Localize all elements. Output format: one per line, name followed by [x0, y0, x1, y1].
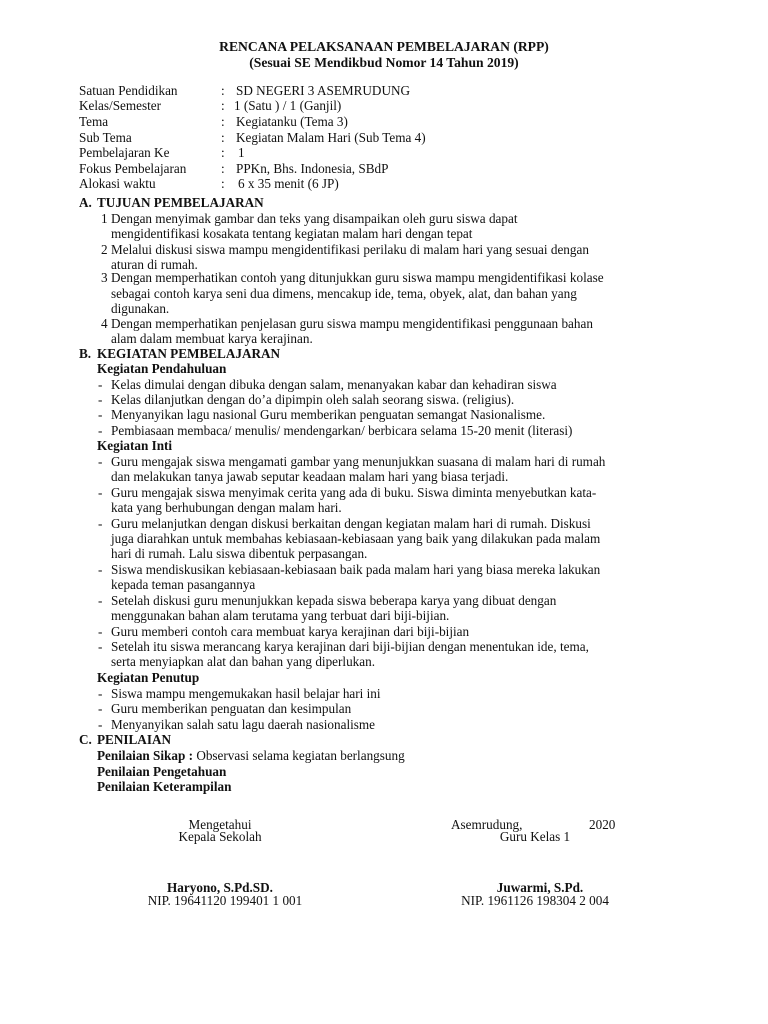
- document-title: RENCANA PELAKSANAAN PEMBELAJARAN (RPP): [219, 39, 549, 54]
- list-item-line: sebagai contoh karya seni dua dimens, mencakup ide, tema, obyek, alat, dan bahan yang: [111, 286, 577, 301]
- identity-separator: :: [221, 98, 225, 113]
- list-number: 3: [101, 270, 108, 285]
- list-item-line: Dengan memperhatikan contoh yang ditunjukkan guru siswa mampu mengidentifikasi kolase: [111, 270, 604, 285]
- identity-value: Kegiatanku (Tema 3): [236, 114, 348, 129]
- identity-label: Tema: [79, 114, 109, 129]
- identity-separator: :: [221, 176, 225, 191]
- section-a-heading: TUJUAN PEMBELAJARAN: [97, 195, 264, 210]
- identity-value: 6 x 35 menit (6 JP): [238, 176, 339, 191]
- list-item-line: juga diarahkan untuk membahas kebiasaan-kebiasaan yang baik yang dilakukan pada malam: [111, 531, 601, 546]
- list-item-line: aturan di rumah.: [111, 257, 198, 272]
- signature-right-name: Juwarmi, S.Pd.: [496, 880, 584, 895]
- dash-bullet: -: [98, 423, 103, 438]
- dash-bullet: -: [98, 686, 103, 701]
- list-item-line: Guru memberikan penguatan dan kesimpulan: [111, 701, 352, 716]
- list-item-line: hari di rumah. Lalu siswa dibentuk perpasangan.: [111, 546, 368, 561]
- identity-separator: :: [221, 114, 225, 129]
- list-item-line: Melalui diskusi siswa mampu mengidentifikasi perilaku di malam hari yang sesuai dengan: [111, 242, 589, 257]
- list-item-line: Siswa mampu mengemukakan hasil belajar hari ini: [111, 686, 381, 701]
- dash-bullet: -: [98, 377, 103, 392]
- list-item-line: kata yang berhubungan dengan malam hari.: [111, 500, 342, 515]
- identity-label: Satuan Pendidikan: [79, 83, 178, 98]
- list-item-line: digunakan.: [111, 301, 170, 316]
- list-number: 1: [101, 211, 108, 226]
- subsection-heading-penutup: Kegiatan Penutup: [97, 670, 200, 685]
- section-c-heading: PENILAIAN: [97, 732, 172, 747]
- identity-label: Pembelajaran Ke: [79, 145, 170, 160]
- list-item-line: Setelah itu siswa merancang karya kerajinan dari biji-bijian dengan menentukan ide, tema,: [111, 639, 589, 654]
- list-item-line: Guru mengajak siswa mengamati gambar yang menunjukkan suasana di malam hari di rumah: [111, 454, 606, 469]
- subsection-heading-pendahuluan: Kegiatan Pendahuluan: [97, 361, 227, 376]
- list-item-line: Guru melanjutkan dengan diskusi berkaitan dengan kegiatan malam hari di rumah. Diskusi: [111, 516, 591, 531]
- list-item-line: Menyanyikan lagu nasional Guru memberikan penguatan semangat Nasionalisme.: [111, 407, 546, 422]
- list-item-line: Siswa mendiskusikan kebiasaan-kebiasaan baik pada malam hari yang biasa mereka lakukan: [111, 562, 601, 577]
- signature-right-place: Asemrudung,: [451, 817, 523, 832]
- list-item-line: mengidentifikasi kosakata tentang kegiatan malam hari dengan tepat: [111, 226, 473, 241]
- signature-right-role: Guru Kelas 1: [499, 829, 571, 844]
- identity-separator: :: [221, 83, 225, 98]
- identity-value: 1: [238, 145, 245, 160]
- signature-left-name: Haryono, S.Pd.SD.: [167, 880, 273, 895]
- signature-left-role: Kepala Sekolah: [178, 829, 262, 844]
- dash-bullet: -: [98, 485, 103, 500]
- list-number: 4: [101, 316, 108, 331]
- identity-value: SD NEGERI 3 ASEMRUDUNG: [236, 83, 411, 98]
- dash-bullet: -: [98, 516, 103, 531]
- dash-bullet: -: [98, 639, 103, 654]
- identity-value: PPKn, Bhs. Indonesia, SBdP: [236, 161, 389, 176]
- list-item-line: Dengan menyimak gambar dan teks yang disampaikan oleh guru siswa dapat: [111, 211, 518, 226]
- assessment-knowledge: Penilaian Pengetahuan: [97, 764, 227, 779]
- dash-bullet: -: [98, 717, 103, 732]
- list-number: 2: [101, 242, 108, 257]
- dash-bullet: -: [98, 593, 103, 608]
- list-item-line: Pembiasaan membaca/ menulis/ mendengarkan/ berbicara selama 15-20 menit (literasi): [111, 423, 573, 438]
- signature-left-line1: Mengetahui: [188, 817, 252, 832]
- dash-bullet: -: [98, 454, 103, 469]
- dash-bullet: -: [98, 562, 103, 577]
- section-c-letter: C.: [79, 732, 92, 747]
- dash-bullet: -: [98, 392, 103, 407]
- identity-value: 1 (Satu ) / 1 (Ganjil): [234, 98, 342, 113]
- list-item-line: Dengan memperhatikan penjelasan guru siswa mampu mengidentifikasi penggunaan bahan: [111, 316, 593, 331]
- section-b-letter: B.: [79, 346, 92, 361]
- list-item-line: Setelah diskusi guru menunjukkan kepada siswa beberapa karya yang dibuat dengan: [111, 593, 557, 608]
- identity-value: Kegiatan Malam Hari (Sub Tema 4): [236, 130, 426, 145]
- assessment-skills: Penilaian Keterampilan: [97, 779, 232, 794]
- assessment-attitude-label: Penilaian Sikap :: [97, 748, 194, 763]
- dash-bullet: -: [98, 624, 103, 639]
- document-subtitle: (Sesuai SE Mendikbud Nomor 14 Tahun 2019): [249, 55, 519, 70]
- identity-label: Alokasi waktu: [79, 176, 156, 191]
- list-item-line: Menyanyikan salah satu lagu daerah nasionalisme: [111, 717, 376, 732]
- identity-separator: :: [221, 161, 225, 176]
- section-b-heading: KEGIATAN PEMBELAJARAN: [97, 346, 281, 361]
- dash-bullet: -: [98, 407, 103, 422]
- identity-label: Kelas/Semester: [79, 98, 162, 113]
- signature-right-nip: NIP. 1961126 198304 2 004: [461, 893, 609, 908]
- list-item-line: serta menyiapkan alat dan bahan yang diperlukan.: [111, 654, 376, 669]
- subsection-heading-inti: Kegiatan Inti: [97, 438, 173, 453]
- identity-separator: :: [221, 130, 225, 145]
- identity-label: Fokus Pembelajaran: [79, 161, 187, 176]
- list-item-line: Kelas dilanjutkan dengan do’a dipimpin oleh salah seorang siswa. (religius).: [111, 392, 515, 407]
- list-item-line: alam dalam membuat karya kerajinan.: [111, 331, 313, 346]
- list-item-line: Guru memberi contoh cara membuat karya kerajinan dari biji-bijian: [111, 624, 470, 639]
- list-item-line: menggunakan bahan alam terutama yang terbuat dari biji-bijian.: [111, 608, 450, 623]
- signature-right-year: 2020: [589, 817, 616, 832]
- list-item-line: Guru mengajak siswa menyimak cerita yang ada di buku. Siswa diminta menyebutkan kata-: [111, 485, 597, 500]
- list-item-line: kepada teman pasangannya: [111, 577, 256, 592]
- section-a-letter: A.: [79, 195, 92, 210]
- list-item-line: dan melakukan tanya jawab seputar keadaan malam hari yang biasa terjadi.: [111, 469, 509, 484]
- assessment-attitude-value: Observasi selama kegiatan berlangsung: [193, 748, 405, 763]
- assessment-attitude: [97, 748, 405, 763]
- identity-separator: :: [221, 145, 225, 160]
- list-item-line: Kelas dimulai dengan dibuka dengan salam, menanyakan kabar dan kehadiran siswa: [111, 377, 557, 392]
- dash-bullet: -: [98, 701, 103, 716]
- identity-label: Sub Tema: [79, 130, 132, 145]
- signature-left-nip: NIP. 19641120 199401 1 001: [147, 893, 303, 908]
